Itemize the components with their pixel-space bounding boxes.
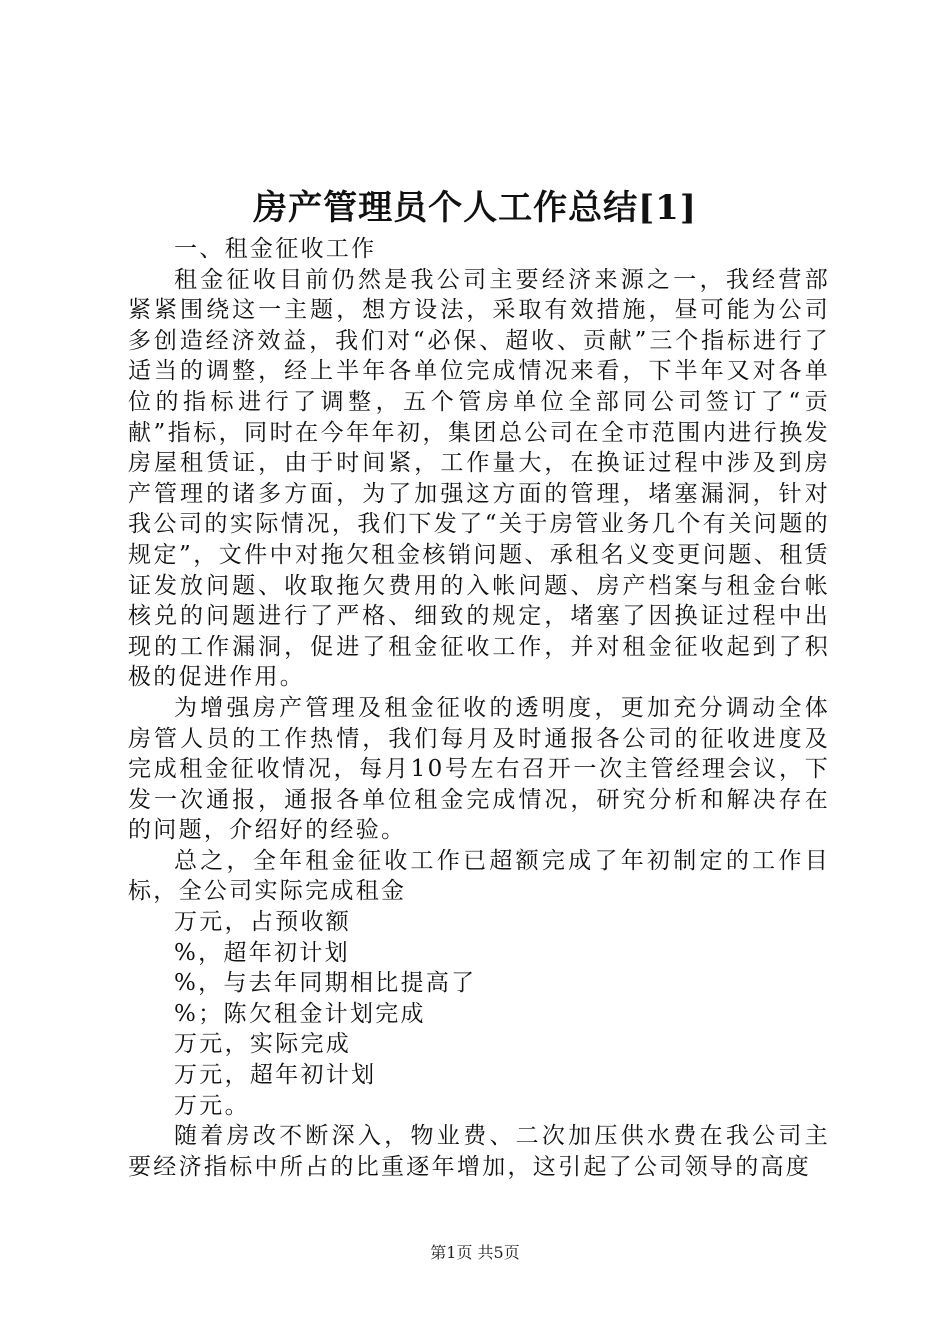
paragraph: 为增强房产管理及租金征收的透明度，更加充分调动全体房管人员的工作热情，我们每月及时通报各公司的征收进度及完成租金征收情况，每月10号左右召开一次主管经理会议，下发一次通报，通报各单位租金完成情况，研究分析和解决存在的问题，介绍好的经验。 (128, 694, 830, 844)
document-body (128, 234, 830, 1182)
short-line: %，与去年同期相比提高了 (174, 970, 477, 997)
short-line: 万元，实际完成 (174, 1031, 352, 1058)
page-footer: 第1页 共5页 (430, 1243, 520, 1262)
short-line: 万元，占预收额 (174, 909, 352, 936)
document-title: 房产管理员个人工作总结[1] (253, 188, 697, 228)
section-heading: 一、租金征收工作 (174, 236, 377, 262)
paragraph: 租金征收目前仍然是我公司主要经济来源之一，我经营部紧紧围绕这一主题，想方设法，采取有效措施，昼可能为公司多创造经济效益，我们对“必保、超收、贡献”三个指标进行了适当的调整，经上半年各单位完成情况来看，下半年又对各单位的指标进行了调整，五个管房单位全部同公司签订了“贡献”指标，同时在今年年初，集团总公司在全市范围内进行换发房屋租赁证，由于时间紧，工作量大，在换证过程中涉及到房产管理的诸多方面，为了加强这方面的管理，堵塞漏洞，针对我公司的实际情况，我们下发了“关于房管业务几个有关问题的规定”，文件中对拖欠租金核销问题、承租名义变更问题、租赁证发放问题、收取拖欠费用的入帐问题、房产档案与租金台帐核兑的问题进行了严格、细致的规定，堵塞了因换证过程中出现的工作漏洞，促进了租金征收工作，并对租金征收起到了积极的促进作用。 (128, 266, 830, 691)
short-line: 万元，超年初计划 (174, 1062, 377, 1089)
short-line: 万元。 (174, 1092, 250, 1119)
paragraph: 总之，全年租金征收工作已超额完成了年初制定的工作目标，全公司实际完成租金 (128, 847, 830, 905)
paragraph: 随着房改不断深入，物业费、二次加压供水费在我公司主要经济指标中所占的比重逐年增加，这引起了公司领导的高度 (128, 1123, 830, 1180)
short-line: %；陈欠租金计划完成 (174, 1000, 426, 1027)
short-line: %，超年初计划 (174, 939, 350, 966)
